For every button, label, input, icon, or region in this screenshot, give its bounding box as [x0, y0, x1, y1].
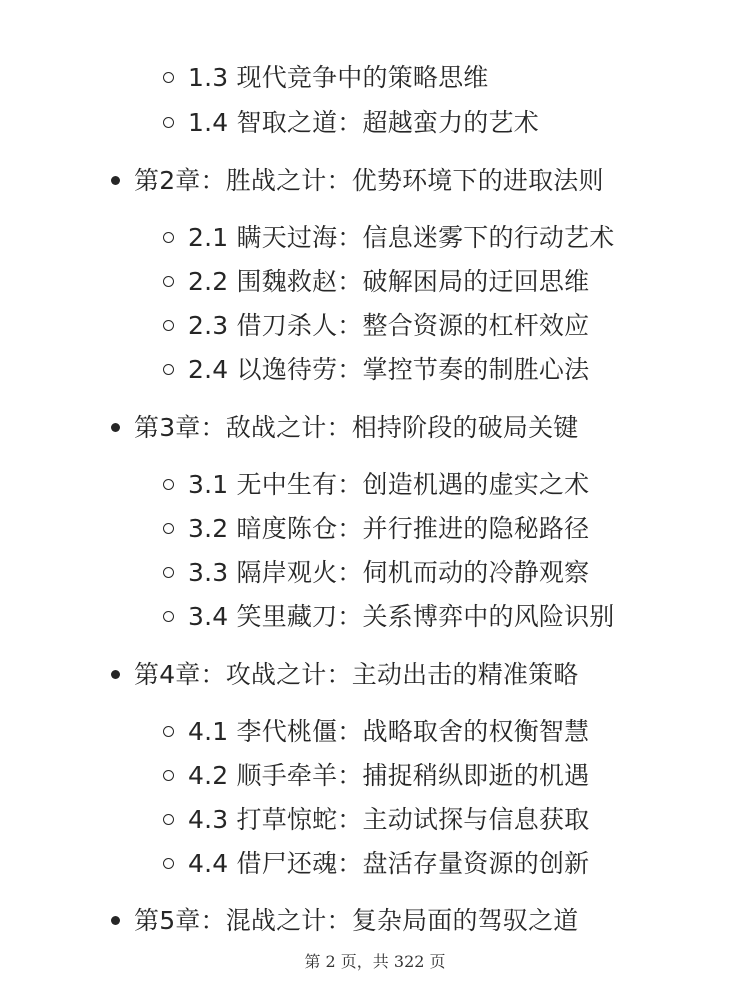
toc-section-2-4[interactable]	[0, 350, 750, 390]
toc-section-4-2[interactable]	[0, 756, 750, 796]
toc-entry-label: 第4章：攻战之计：主动出击的精准策略	[134, 660, 579, 689]
toc-section-3-1[interactable]	[0, 465, 750, 505]
toc-entry-label: 3.3 隔岸观火：伺机而动的冷静观察	[188, 558, 590, 587]
toc-chapter-5[interactable]	[0, 901, 750, 941]
toc-section-2-3[interactable]	[0, 306, 750, 346]
hollow-bullet-icon	[163, 479, 174, 490]
toc-entry-label: 3.2 暗度陈仓：并行推进的隐秘路径	[188, 514, 590, 543]
hollow-bullet-icon	[163, 117, 174, 128]
hollow-bullet-icon	[163, 611, 174, 622]
hollow-bullet-icon	[163, 232, 174, 243]
toc-entry-label: 4.3 打草惊蛇：主动试探与信息获取	[188, 805, 590, 834]
toc-section-4-4[interactable]	[0, 844, 750, 884]
toc-entry-label: 1.4 智取之道：超越蛮力的艺术	[188, 108, 539, 137]
filled-bullet-icon	[111, 916, 120, 925]
toc-entry-label: 2.2 围魏救赵：破解困局的迂回思维	[188, 267, 590, 296]
toc-section-1-3[interactable]	[0, 58, 750, 98]
toc-entry-label: 2.4 以逸待劳：掌控节奏的制胜心法	[188, 355, 590, 384]
page-number-footer: 第 2 页，共 322 页	[304, 952, 446, 971]
hollow-bullet-icon	[163, 814, 174, 825]
hollow-bullet-icon	[163, 770, 174, 781]
toc-section-3-3[interactable]	[0, 553, 750, 593]
filled-bullet-icon	[111, 176, 120, 185]
toc-entry-label: 4.1 李代桃僵：战略取舍的权衡智慧	[188, 717, 590, 746]
hollow-bullet-icon	[163, 276, 174, 287]
hollow-bullet-icon	[163, 523, 174, 534]
toc-entry-label: 2.1 瞒天过海：信息迷雾下的行动艺术	[188, 223, 615, 252]
toc-entry-label: 第3章：敌战之计：相持阶段的破局关键	[134, 413, 579, 442]
toc-section-4-3[interactable]	[0, 800, 750, 840]
toc-chapter-3[interactable]	[0, 408, 750, 448]
filled-bullet-icon	[111, 423, 120, 432]
toc-entry-label: 第5章：混战之计：复杂局面的驾驭之道	[134, 906, 579, 935]
toc-section-2-1[interactable]	[0, 218, 750, 258]
hollow-bullet-icon	[163, 364, 174, 375]
toc-entry-label: 2.3 借刀杀人：整合资源的杠杆效应	[188, 311, 590, 340]
filled-bullet-icon	[111, 670, 120, 679]
hollow-bullet-icon	[163, 726, 174, 737]
toc-section-1-4[interactable]	[0, 103, 750, 143]
toc-chapter-2[interactable]	[0, 161, 750, 201]
toc-entry-label: 第2章：胜战之计：优势环境下的进取法则	[134, 166, 604, 195]
hollow-bullet-icon	[163, 320, 174, 331]
toc-section-3-2[interactable]	[0, 509, 750, 549]
toc-entry-label: 3.4 笑里藏刀：关系博弈中的风险识别	[188, 602, 615, 631]
toc-section-3-4[interactable]	[0, 597, 750, 637]
toc-entry-label: 1.3 现代竞争中的策略思维	[188, 63, 489, 92]
toc-section-4-1[interactable]	[0, 712, 750, 752]
toc-entry-label: 4.4 借尸还魂：盘活存量资源的创新	[188, 849, 590, 878]
toc-entry-label: 3.1 无中生有：创造机遇的虚实之术	[188, 470, 590, 499]
toc-section-2-2[interactable]	[0, 262, 750, 302]
hollow-bullet-icon	[163, 858, 174, 869]
hollow-bullet-icon	[163, 72, 174, 83]
toc-entry-label: 4.2 顺手牵羊：捕捉稍纵即逝的机遇	[188, 761, 590, 790]
toc-chapter-4[interactable]	[0, 655, 750, 695]
hollow-bullet-icon	[163, 567, 174, 578]
